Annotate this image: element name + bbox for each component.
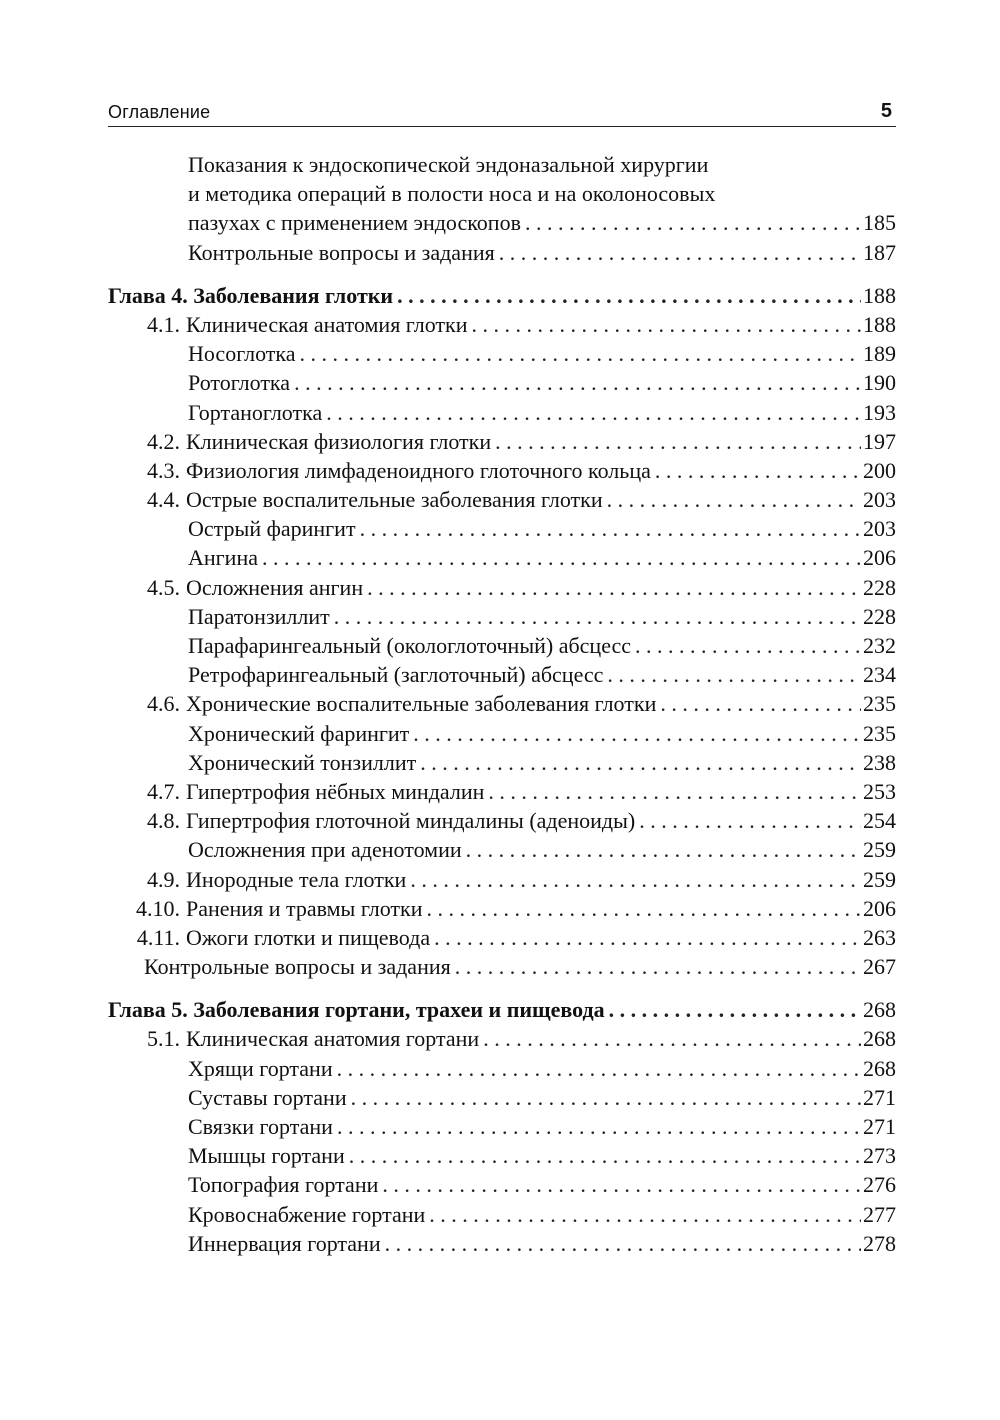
dot-leader (429, 1200, 861, 1229)
dot-leader (488, 777, 861, 806)
toc-entry-page: 254 (863, 808, 896, 834)
dot-leader (326, 398, 861, 427)
toc-entry-title: Острые воспалительные заболевания глотки (186, 487, 603, 513)
toc-entry-title: Осложнения при аденотомии (188, 837, 462, 863)
toc-entry-page: 189 (863, 341, 896, 367)
toc-chapter-5[interactable] (108, 995, 896, 1024)
toc-entry-title: Хронический фарингит (188, 720, 410, 746)
dot-leader (466, 835, 861, 864)
toc-chapter-4[interactable] (108, 281, 896, 310)
toc-entry-title: Мышцы гортани (188, 1143, 345, 1169)
toc-entry-page: 234 (863, 662, 896, 688)
toc-entry-title: Паратонзиллит (188, 603, 330, 629)
dot-leader (294, 368, 861, 397)
dot-leader (427, 894, 861, 923)
toc-entry[interactable] (108, 719, 896, 748)
toc-entry-continued (108, 150, 896, 179)
toc-entry[interactable] (108, 835, 896, 864)
toc-entry-number: 5.1. (147, 1026, 180, 1052)
toc-entry[interactable] (108, 1024, 896, 1053)
chapter-page: 188 (863, 282, 896, 308)
toc-entry-page: 259 (863, 837, 896, 863)
dot-leader (337, 1112, 861, 1141)
toc-entry[interactable] (108, 1112, 896, 1141)
toc-entry-title: Клиническая анатомия глотки (186, 311, 468, 337)
dot-leader (334, 602, 861, 631)
toc-entry[interactable] (108, 514, 896, 543)
toc-entry[interactable] (108, 777, 896, 806)
toc-entry-title: Хронический тонзиллит (188, 749, 417, 775)
dot-leader (367, 573, 861, 602)
toc-entry[interactable] (108, 631, 896, 660)
toc-entry-page: 268 (863, 1026, 896, 1052)
toc-entry[interactable] (108, 748, 896, 777)
toc-entry-title: Осложнения ангин (186, 574, 364, 600)
toc-entry[interactable] (108, 689, 896, 718)
chapter-page: 268 (863, 997, 896, 1023)
toc-entry-page: 259 (863, 866, 896, 892)
toc-entry-title: Контрольные вопросы и задания (188, 239, 495, 265)
toc-entry-page: 235 (863, 691, 896, 717)
toc-entry[interactable] (108, 923, 896, 952)
dot-leader (360, 514, 861, 543)
dot-leader (420, 748, 861, 777)
toc-entry-page: 277 (863, 1201, 896, 1227)
page-number: 5 (880, 100, 892, 122)
toc-entry-title: Гипертрофия глоточной миндалины (аденоиды) (186, 808, 636, 834)
toc-entry[interactable] (108, 660, 896, 689)
toc-entry-title: Ожоги глотки и пищевода (186, 924, 431, 950)
toc-entry-page: 228 (863, 574, 896, 600)
dot-leader (413, 719, 861, 748)
dot-leader (525, 208, 861, 237)
toc-entry[interactable] (108, 865, 896, 894)
toc-entry-title: Физиология лимфаденоидного глоточного кольца (186, 457, 651, 483)
toc-entry-page: 206 (863, 895, 896, 921)
toc-entry-page: 263 (863, 924, 896, 950)
dot-leader (434, 923, 861, 952)
toc-entry-title: Ротоглотка (188, 370, 291, 396)
dot-leader (495, 427, 861, 456)
toc-entry-title: Носоглотка (188, 341, 296, 367)
toc-entry-page: 203 (863, 487, 896, 513)
dot-leader (351, 1083, 861, 1112)
toc-entry[interactable] (108, 238, 896, 267)
toc-entry[interactable] (108, 208, 896, 237)
toc-entry-page: 235 (863, 720, 896, 746)
dot-leader (382, 1170, 861, 1199)
dot-leader (499, 238, 861, 267)
toc-entry[interactable] (108, 310, 896, 339)
chapter-4-entries (108, 310, 896, 981)
toc-entry-page: 187 (863, 239, 896, 265)
dot-leader (410, 865, 861, 894)
spacer (108, 981, 896, 995)
toc-entry[interactable] (108, 427, 896, 456)
toc-entry-number: 4.10. (136, 895, 180, 921)
toc-entry-page: 228 (863, 603, 896, 629)
toc-entry-number: 4.3. (147, 457, 180, 483)
toc-entry-title: Инородные тела глотки (186, 866, 407, 892)
toc-entry-title: Хрящи гортани (188, 1055, 333, 1081)
toc-entry[interactable] (108, 1229, 896, 1258)
toc-entry-page: 238 (863, 749, 896, 775)
spacer (108, 267, 896, 281)
toc-entry-title: Иннервация гортани (188, 1230, 381, 1256)
toc-entry[interactable] (108, 602, 896, 631)
dot-leader (471, 310, 861, 339)
toc-entry[interactable] (108, 1170, 896, 1199)
toc-entry-page: 253 (863, 778, 896, 804)
dot-leader (483, 1024, 861, 1053)
table-of-contents (108, 150, 896, 1258)
toc-entry-number: 4.5. (147, 574, 180, 600)
toc-entry-page: 193 (863, 399, 896, 425)
toc-entry[interactable] (108, 543, 896, 572)
toc-entry-title: Контрольные вопросы и задания (144, 954, 451, 980)
dot-leader (635, 631, 861, 660)
dot-leader (337, 1054, 861, 1083)
toc-entry[interactable] (108, 368, 896, 397)
toc-entry-title: Суставы гортани (188, 1084, 347, 1110)
chapter-5-entries (108, 1024, 896, 1258)
toc-entry-title: и методика операций в полости носа и на околоносовых (188, 181, 716, 207)
toc-entry-page: 188 (863, 311, 896, 337)
toc-entry-number: 4.11. (136, 924, 180, 950)
toc-entry-page: 267 (863, 954, 896, 980)
toc-entry-title: Кровоснабжение гортани (188, 1201, 426, 1227)
toc-entry-title: Показания к эндоскопической эндоназальной хирургии (188, 152, 709, 177)
toc-entry[interactable] (108, 339, 896, 368)
toc-entry-page: 203 (863, 516, 896, 542)
toc-entry-page: 271 (863, 1114, 896, 1139)
dot-leader (639, 806, 861, 835)
toc-entry-number: 4.9. (147, 866, 180, 892)
toc-entry-number: 4.4. (147, 487, 180, 513)
toc-entry-title: Топография гортани (188, 1172, 379, 1198)
toc-entry-title: пазухах с применением эндоскопов (188, 210, 521, 236)
toc-entry-page: 190 (863, 370, 896, 396)
toc-entry-number: 4.2. (147, 428, 180, 454)
dot-leader (607, 660, 861, 689)
toc-entry[interactable] (108, 1083, 896, 1112)
toc-entry-title: Клиническая анатомия гортани (186, 1026, 480, 1052)
dot-leader (660, 689, 861, 718)
toc-entry-title: Острый фарингит (188, 516, 356, 542)
running-header (108, 98, 896, 127)
toc-entry[interactable] (108, 894, 896, 923)
toc-entry[interactable] (108, 1054, 896, 1083)
toc-entry-title: Парафарингеальный (окологлоточный) абсцесс (188, 633, 632, 658)
running-header-title: Оглавление (108, 102, 211, 122)
toc-entry-title: Клиническая физиология глотки (186, 428, 492, 454)
toc-entry-title: Хронические воспалительные заболевания глотки (186, 691, 657, 717)
chapter-title: Глава 5. Заболевания гортани, трахеи и пищевода (108, 997, 605, 1023)
dot-leader (455, 952, 861, 981)
toc-entry-page: 185 (863, 210, 896, 236)
toc-entry-number: 4.7. (147, 778, 180, 804)
dot-leader (655, 456, 861, 485)
dot-leader (262, 543, 861, 572)
dot-leader (349, 1141, 861, 1170)
toc-entry-title: Связки гортани (188, 1114, 333, 1139)
toc-entry[interactable] (108, 952, 896, 981)
dot-leader (609, 995, 861, 1024)
dot-leader (397, 281, 861, 310)
dot-leader (385, 1229, 861, 1258)
toc-entry[interactable] (108, 485, 896, 514)
toc-entry-page: 278 (863, 1230, 896, 1256)
toc-entry-title: Гипертрофия нёбных миндалин (186, 778, 485, 804)
toc-entry[interactable] (108, 456, 896, 485)
toc-entry-number: 4.6. (147, 691, 180, 717)
toc-entry-page: 197 (863, 428, 896, 454)
toc-entry[interactable] (108, 806, 896, 835)
toc-entry[interactable] (108, 1200, 896, 1229)
toc-entry-page: 232 (863, 633, 896, 658)
toc-entry-title: Ранения и травмы глотки (186, 895, 423, 921)
chapter-title: Глава 4. Заболевания глотки (108, 282, 394, 308)
toc-entry[interactable] (108, 1141, 896, 1170)
dot-leader (300, 339, 861, 368)
toc-entry-page: 268 (863, 1055, 896, 1081)
toc-entry-page: 200 (863, 457, 896, 483)
toc-entry[interactable] (108, 398, 896, 427)
toc-entry-title: Гортаноглотка (188, 399, 323, 425)
toc-entry-number: 4.1. (147, 311, 180, 337)
toc-entry-title: Ретрофарингеальный (заглоточный) абсцесс (188, 662, 604, 688)
toc-entry-page: 271 (863, 1084, 896, 1110)
toc-entry-page: 276 (863, 1172, 896, 1198)
dot-leader (607, 485, 861, 514)
toc-entry-page: 206 (863, 545, 896, 571)
toc-entry-continued (108, 179, 896, 208)
toc-entry-title: Ангина (188, 545, 258, 571)
toc-entry-number: 4.8. (147, 808, 180, 834)
toc-entry-page: 273 (863, 1143, 896, 1169)
toc-entry[interactable] (108, 573, 896, 602)
